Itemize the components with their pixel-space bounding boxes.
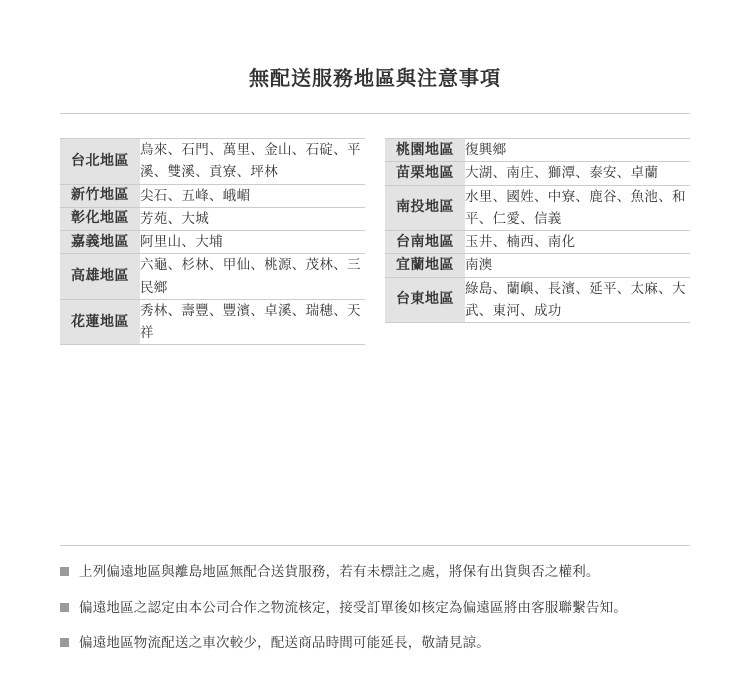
zone-tables bbox=[60, 138, 690, 345]
zone-name: 宜蘭地區 bbox=[385, 254, 465, 277]
zone-areas: 芳苑、大城 bbox=[140, 210, 209, 227]
table-row bbox=[385, 231, 690, 254]
zone-name: 桃園地區 bbox=[385, 139, 465, 162]
zone-name: 嘉義地區 bbox=[60, 231, 140, 254]
zone-areas: 復興鄉 bbox=[465, 142, 507, 158]
zone-column-right bbox=[385, 138, 690, 323]
notes-divider bbox=[60, 545, 690, 546]
zone-areas: 尖石、五峰、峨嵋 bbox=[140, 187, 251, 204]
zone-name: 台東地區 bbox=[385, 277, 465, 323]
zone-areas: 南澳 bbox=[465, 257, 493, 274]
zone-column-left bbox=[60, 138, 365, 345]
zone-name: 台北地區 bbox=[60, 139, 140, 185]
page-title: 無配送服務地區與注意事項 bbox=[249, 66, 501, 90]
zone-name: 南投地區 bbox=[385, 185, 465, 231]
zone-areas: 六龜、杉林、甲仙、桃源、茂林、三民鄉 bbox=[140, 257, 361, 296]
zone-table-right bbox=[385, 138, 690, 323]
note-text: 上列偏遠地區與離島地區無配合送貨服務，若有未標註之處，將保有出貨與否之權利。 bbox=[79, 564, 600, 580]
zone-name: 彰化地區 bbox=[60, 207, 140, 230]
table-row bbox=[385, 254, 690, 277]
list-item bbox=[60, 598, 690, 620]
zone-name: 新竹地區 bbox=[60, 184, 140, 207]
table-row bbox=[60, 231, 365, 254]
table-row bbox=[385, 185, 690, 231]
zone-name: 苗栗地區 bbox=[385, 162, 465, 185]
zone-name: 高雄地區 bbox=[60, 254, 140, 300]
table-row bbox=[385, 162, 690, 185]
square-bullet-icon bbox=[60, 638, 69, 647]
zone-areas: 玉井、楠西、南化 bbox=[465, 234, 576, 251]
table-row bbox=[60, 299, 365, 345]
square-bullet-icon bbox=[60, 567, 69, 576]
table-row bbox=[385, 139, 690, 162]
zone-areas: 大湖、南庄、獅潭、泰安、卓蘭 bbox=[465, 165, 659, 182]
title-divider bbox=[60, 113, 690, 114]
table-row bbox=[385, 277, 690, 323]
note-text: 偏遠地區物流配送之車次較少，配送商品時間可能延長，敬請見諒。 bbox=[79, 635, 490, 652]
zone-areas: 秀林、壽豐、豐濱、卓溪、瑞穗、天祥 bbox=[140, 302, 361, 342]
table-row bbox=[60, 139, 365, 185]
zone-areas: 綠島、蘭嶼、長濱、延平、太麻、大武、東河、成功 bbox=[465, 280, 686, 319]
square-bullet-icon bbox=[60, 603, 69, 612]
table-row bbox=[60, 254, 365, 300]
table-row bbox=[60, 207, 365, 230]
list-item bbox=[60, 562, 690, 584]
notes-section bbox=[60, 545, 690, 669]
zone-table-left bbox=[60, 138, 365, 345]
zone-areas: 阿里山、大埔 bbox=[140, 234, 223, 251]
list-item bbox=[60, 633, 690, 655]
zone-areas: 烏來、石門、萬里、金山、石碇、平溪、雙溪、貢寮、坪林 bbox=[140, 142, 361, 181]
zone-name: 台南地區 bbox=[385, 231, 465, 254]
table-row bbox=[60, 184, 365, 207]
zone-name: 花蓮地區 bbox=[60, 299, 140, 345]
note-text: 偏遠地區之認定由本公司合作之物流核定，接受訂單後如核定為偏遠區將由客服聯繫告知。 bbox=[79, 599, 627, 616]
zone-areas: 水里、國姓、中寮、鹿谷、魚池、和平、仁愛、信義 bbox=[465, 188, 686, 227]
